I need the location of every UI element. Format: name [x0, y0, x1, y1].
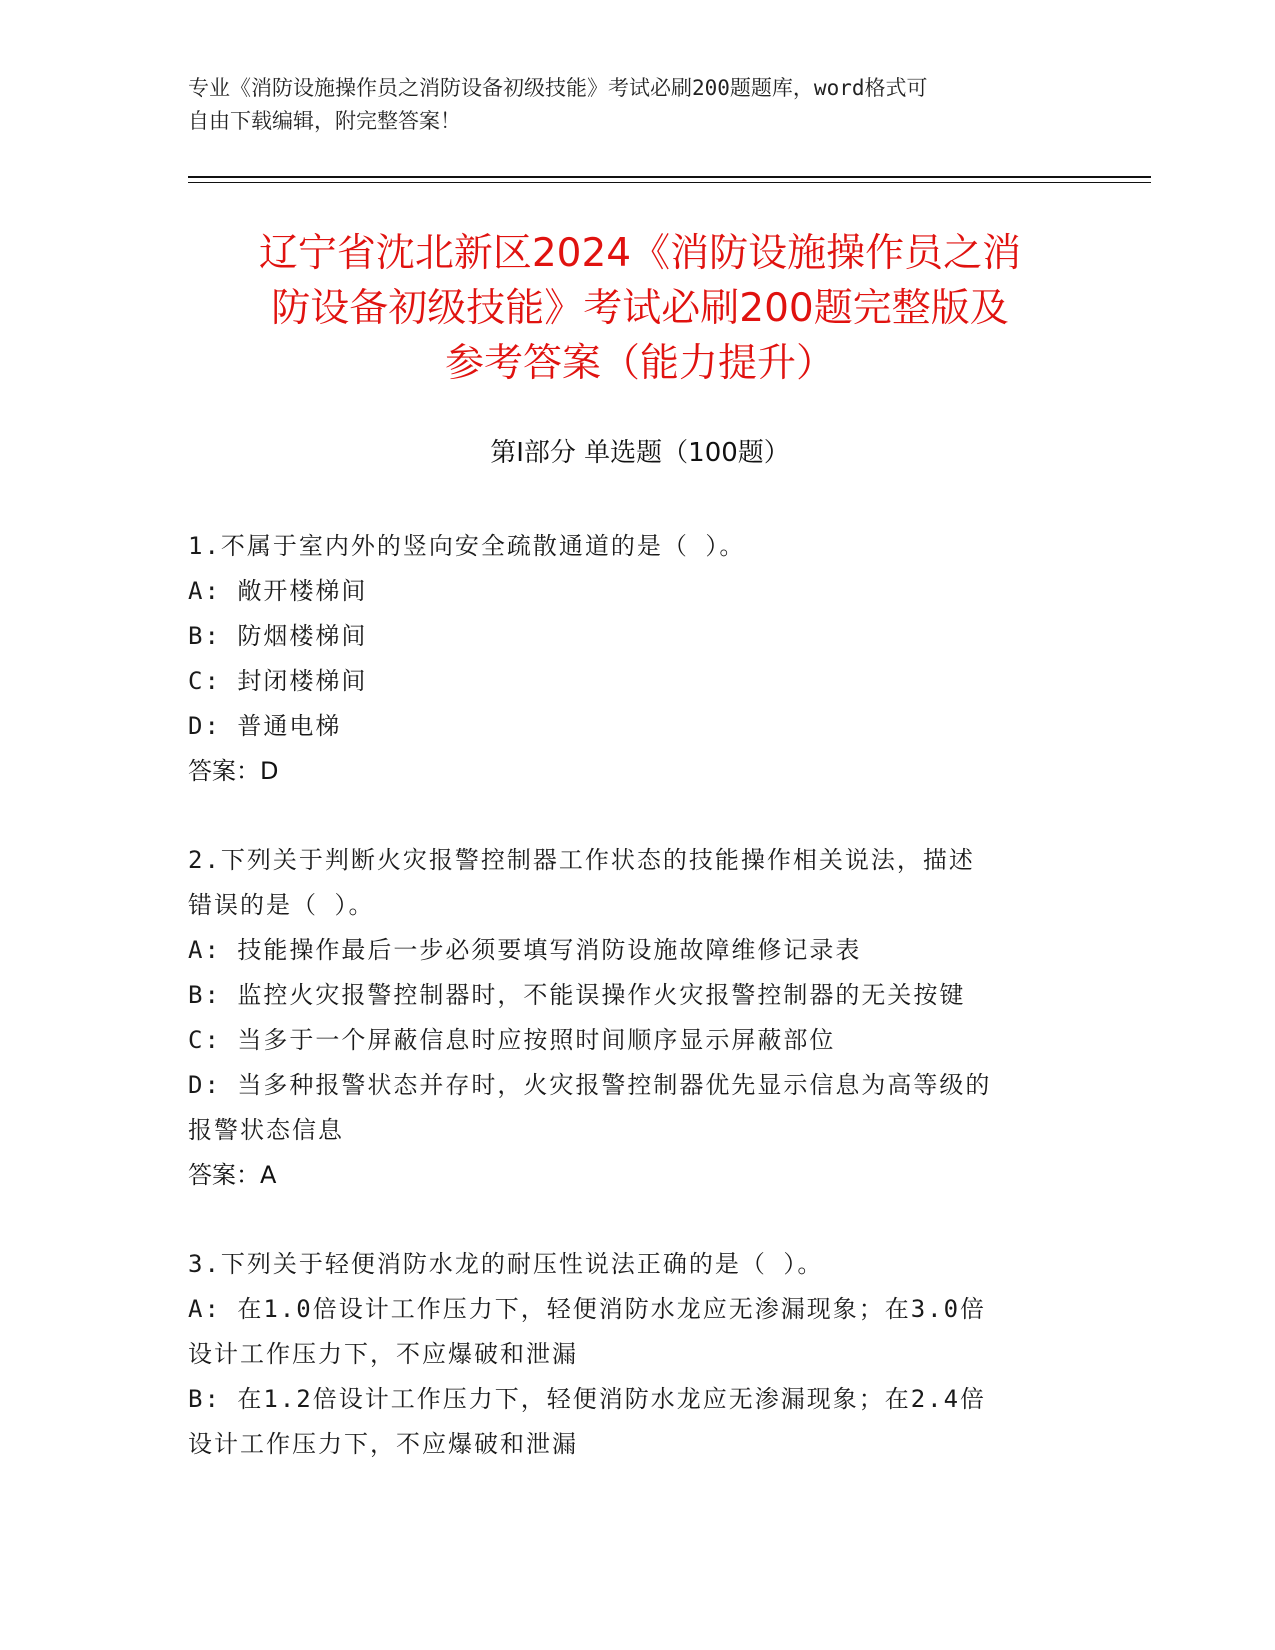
question-stem: 2.下列关于判断火灾报警控制器工作状态的技能操作相关说法，描述: [188, 846, 975, 874]
question-option: 设计工作压力下，不应爆破和泄漏: [188, 1430, 578, 1458]
question-list: [188, 524, 1068, 1511]
document-title: [180, 226, 1100, 391]
document-title-line: 防设备初级技能》考试必刷200题完整版及: [271, 286, 1009, 331]
question-option: A: 技能操作最后一步必须要填写消防设施故障维修记录表: [188, 936, 862, 964]
document-title-line: 辽宁省沈北新区2024《消防设施操作员之消: [258, 231, 1022, 276]
question-option: A: 敞开楼梯间: [188, 577, 368, 605]
header-note-line: 专业《消防设施操作员之消防设备初级技能》考试必刷200题题库，word格式可: [188, 76, 928, 100]
header-note-line: 自由下载编辑，附完整答案！: [188, 109, 461, 133]
question-item: [188, 838, 1068, 1198]
question-option: C: 当多于一个屏蔽信息时应按照时间顺序显示屏蔽部位: [188, 1026, 836, 1054]
question-option: B: 监控火灾报警控制器时，不能误操作火灾报警控制器的无关按键: [188, 981, 966, 1009]
question-option: D: 当多种报警状态并存时，火灾报警控制器优先显示信息为高等级的: [188, 1071, 992, 1099]
question-option: D: 普通电梯: [188, 712, 342, 740]
question-answer: 答案：D: [188, 757, 279, 785]
question-stem: 1.不属于室内外的竖向安全疏散通道的是（ ）。: [188, 532, 746, 560]
question-item: [188, 1242, 1068, 1467]
question-answer: 答案：A: [188, 1161, 277, 1189]
question-option: B: 防烟楼梯间: [188, 622, 368, 650]
question-item: [188, 524, 1068, 794]
question-option: 设计工作压力下，不应爆破和泄漏: [188, 1340, 578, 1368]
section-title: 第I部分 单选题（100题）: [490, 438, 790, 468]
header-rule-thick: [188, 176, 1151, 178]
question-option: 报警状态信息: [188, 1116, 344, 1144]
question-stem: 错误的是（ ）。: [188, 891, 375, 919]
question-option: A: 在1.0倍设计工作压力下，轻便消防水龙应无渗漏现象；在3.0倍: [188, 1295, 987, 1323]
document-title-line: 参考答案（能力提升）: [444, 341, 835, 386]
question-option: C: 封闭楼梯间: [188, 667, 368, 695]
question-stem: 3.下列关于轻便消防水龙的耐压性说法正确的是（ ）。: [188, 1250, 824, 1278]
header-rule-thin: [188, 182, 1151, 183]
question-option: B: 在1.2倍设计工作压力下，轻便消防水龙应无渗漏现象；在2.4倍: [188, 1385, 987, 1413]
header-note: [188, 72, 1068, 138]
